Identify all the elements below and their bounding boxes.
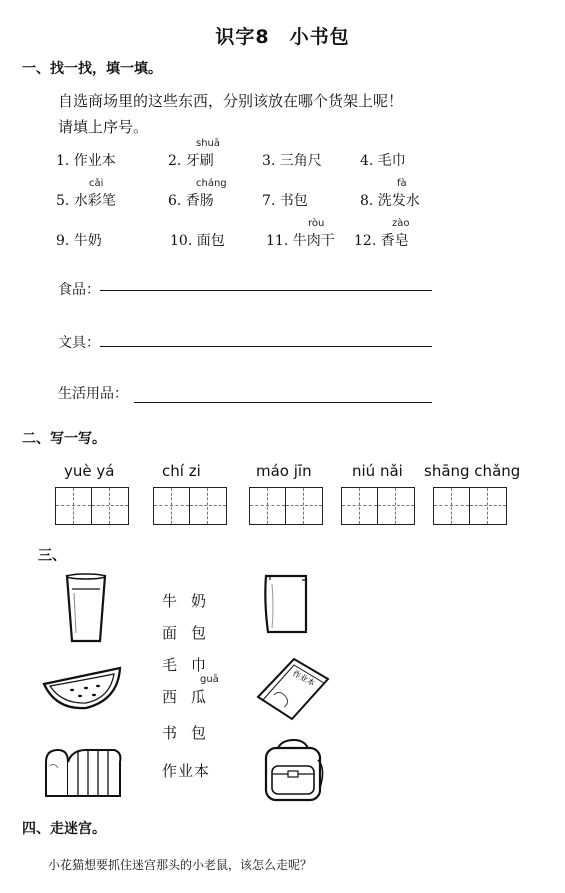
pinyin-word-3: máo jīn [256, 462, 312, 480]
item-1: 1. 作业本 [56, 153, 116, 169]
food-label: 食品： [58, 282, 100, 298]
item-5-pinyin: cǎi [89, 178, 104, 189]
match-word-notebook[interactable]: 作业本 [162, 762, 211, 780]
writing-grid-3[interactable] [249, 487, 323, 525]
towel-icon[interactable] [262, 572, 310, 636]
item-2-pinyin: shuā [196, 138, 221, 149]
pinyin-word-1: yuè yá [64, 462, 115, 480]
item-11: 11. 牛肉干 [266, 233, 335, 249]
item-5: 5. 水彩笔 [56, 193, 116, 209]
writing-grid-5[interactable] [433, 487, 507, 525]
daily-goods-answer-line[interactable] [134, 402, 432, 403]
section4-heading: 四、走迷宫。 [22, 821, 106, 837]
writing-grid-2[interactable] [153, 487, 227, 525]
pinyin-word-2: chí zi [162, 462, 201, 480]
pinyin-word-4: niú nǎi [352, 462, 403, 480]
item-8: 8. 洗发水 [360, 193, 420, 209]
item-4: 4. 毛巾 [360, 153, 406, 169]
item-11-pinyin: ròu [308, 218, 325, 229]
food-answer-line[interactable] [100, 290, 432, 291]
match-word-milk[interactable]: 牛奶 [162, 592, 221, 610]
writing-grid-4[interactable] [341, 487, 415, 525]
writing-grid-1[interactable] [55, 487, 129, 525]
item-12-pinyin: zào [392, 218, 410, 229]
daily-goods-label: 生活用品： [58, 386, 128, 402]
item-8-pinyin: fà [397, 178, 407, 189]
watermelon-slice-icon[interactable] [40, 666, 124, 712]
match-word-towel[interactable]: 毛巾 [162, 656, 221, 674]
item-7: 7. 书包 [262, 193, 308, 209]
glass-of-milk-icon[interactable] [64, 573, 108, 645]
item-2: 2. 牙刷 [168, 153, 214, 169]
match-word-bread[interactable]: 面包 [162, 624, 221, 642]
notebook-icon[interactable] [256, 655, 330, 723]
item-6: 6. 香肠 [168, 193, 214, 209]
page-title: 识字8 小书包 [215, 26, 350, 48]
item-12: 12. 香皂 [354, 233, 409, 249]
schoolbag-icon[interactable] [258, 738, 328, 804]
item-3: 3. 三角尺 [262, 153, 322, 169]
item-6-pinyin: cháng [196, 178, 227, 189]
section1-intro-line2: 请填上序号。 [58, 118, 149, 136]
item-9: 9. 牛奶 [56, 233, 102, 249]
item-10: 10. 面包 [170, 233, 225, 249]
match-word-watermelon[interactable]: 西瓜 [162, 688, 221, 706]
gua-pinyin: guā [200, 674, 219, 685]
section1-intro-line1: 自选商场里的这些东西，分别该放在哪个货架上呢！ [58, 92, 404, 110]
section1-heading: 一、找一找，填一填。 [22, 61, 162, 77]
bread-loaf-icon[interactable] [42, 744, 124, 798]
match-word-schoolbag[interactable]: 书包 [162, 724, 221, 742]
pinyin-word-5: shāng chǎng [424, 462, 521, 480]
stationery-answer-line[interactable] [100, 346, 432, 347]
section2-heading: 二、写一写。 [22, 431, 106, 447]
stationery-label: 文具： [58, 335, 100, 351]
notebook-cover-text: 作业本 [291, 668, 317, 689]
section4-text: 小花猫想要抓住迷宫那头的小老鼠，该怎么走呢？ [48, 858, 313, 872]
section3-heading: 三、 [38, 548, 66, 564]
